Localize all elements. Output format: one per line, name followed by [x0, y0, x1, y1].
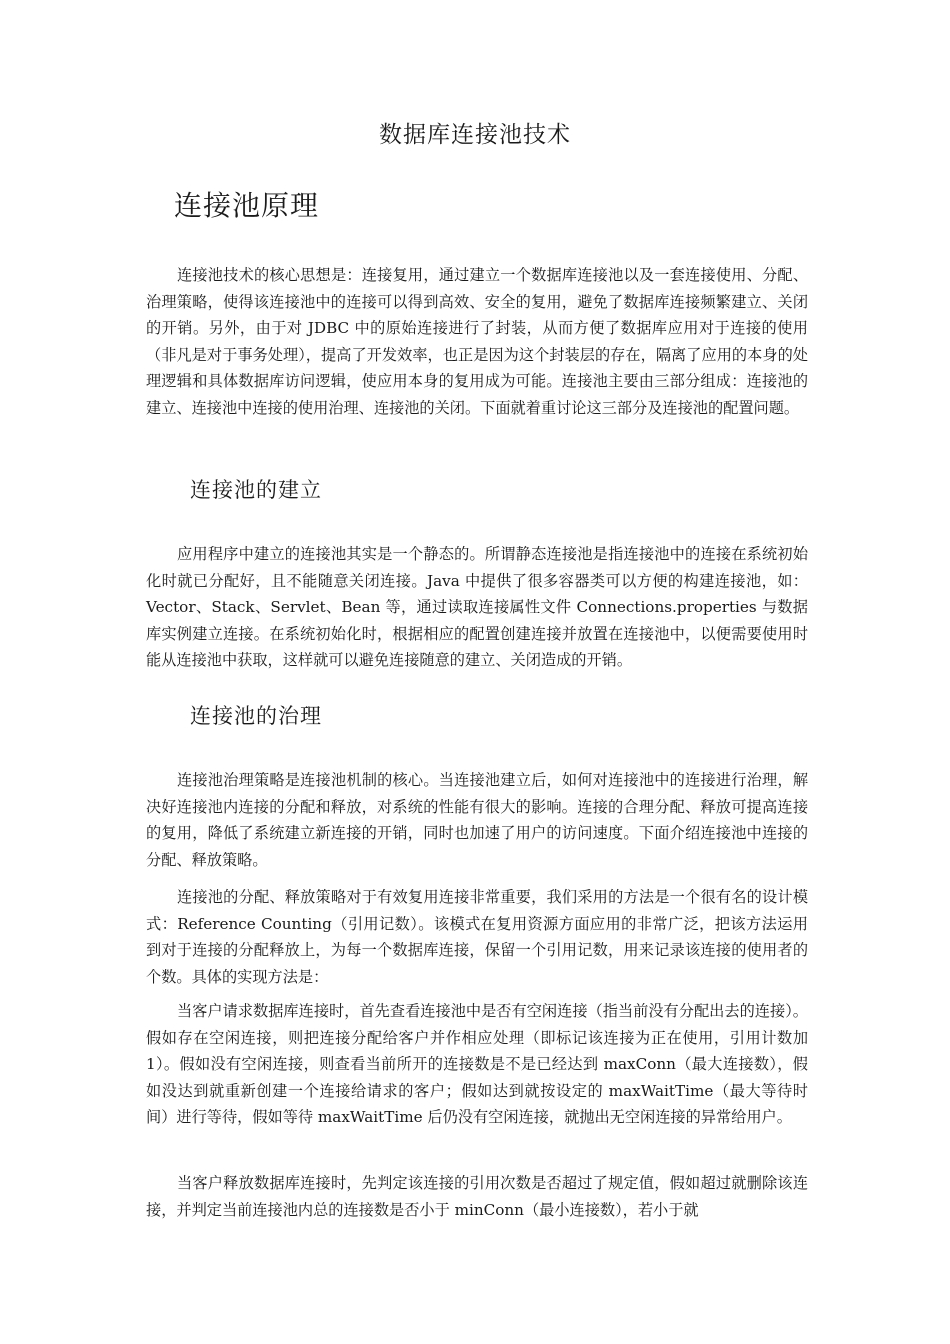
document-title: 数据库连接池技术 [379, 122, 571, 148]
paragraph-manage-1: 连接池治理策略是连接池机制的核心。当连接池建立后，如何对连接池中的连接进行治理，解决好连接池内连接的分配和释放，对系统的性能有很大的影响。连接的合理分配、释放可提高连接的复用，降低了系统建立新连接的开销，同时也加速了用户的访问速度。下面介绍连接池中连接的分配、释放策略。 [146, 771, 808, 869]
paragraph-build: 应用程序中建立的连接池其实是一个静态的。所谓静态连接池是指连接池中的连接在系统初始化时就已分配好，且不能随意关闭连接。Java 中提供了很多容器类可以方便的构建连接池，如：Vector、Stack、Servlet、Bean 等，通过读取连接属性文件 Connections.properties 与数据库实例建立连接。在系统初始化时，根据相应的配置创建连接并放置在连接池中，以便需要使用时能从连接池中获取，这样就可以避免连接随意的建立、关闭造成的开销。 [146, 545, 808, 669]
paragraph-manage-3: 当客户请求数据库连接时，首先查看连接池中是否有空闲连接（指当前没有分配出去的连接）。假如存在空闲连接，则把连接分配给客户并作相应处理（即标记该连接为正在使用，引用计数加 1）。假如没有空闲连接，则查看当前所开的连接数是不是已经达到 maxConn（最大连接数），假如没达到就重新创建一个连接给请求的客户；假如达到就按设定的 maxWaitTime（最大等待时间）进行等待，假如等待 maxWaitTime 后仍没有空闲连接，就抛出无空闲连接的异常给用户。 [146, 1002, 808, 1126]
heading-connection-pool-manage: 连接池的治理 [190, 704, 322, 728]
paragraph-manage-2: 连接池的分配、释放策略对于有效复用连接非常重要，我们采用的方法是一个很有名的设计模式：Reference Counting（引用记数）。该模式在复用资源方面应用的非常广泛，把该方法运用到对于连接的分配释放上，为每一个数据库连接，保留一个引用记数，用来记录该连接的使用者的个数。具体的实现方法是： [146, 888, 808, 986]
heading-connection-pool-build: 连接池的建立 [190, 478, 322, 502]
paragraph-manage-4: 当客户释放数据库连接时，先判定该连接的引用次数是否超过了规定值，假如超过就删除该连接，并判定当前连接池内总的连接数是否小于 minConn（最小连接数），若小于就 [146, 1174, 808, 1219]
paragraph-principle: 连接池技术的核心思想是：连接复用，通过建立一个数据库连接池以及一套连接使用、分配、治理策略，使得该连接池中的连接可以得到高效、安全的复用，避免了数据库连接频繁建立、关闭的开销。另外，由于对 JDBC 中的原始连接进行了封装，从而方便了数据库应用对于连接的使用（非凡是对于事务处理），提高了开发效率，也正是因为这个封装层的存在，隔离了应用的本身的处理逻辑和具体数据库访问逻辑，使应用本身的复用成为可能。连接池主要由三部分组成：连接池的建立、连接池中连接的使用治理、连接池的关闭。下面就着重讨论这三部分及连接池的配置问题。 [146, 266, 808, 417]
heading-connection-pool-principle: 连接池原理 [174, 189, 320, 222]
